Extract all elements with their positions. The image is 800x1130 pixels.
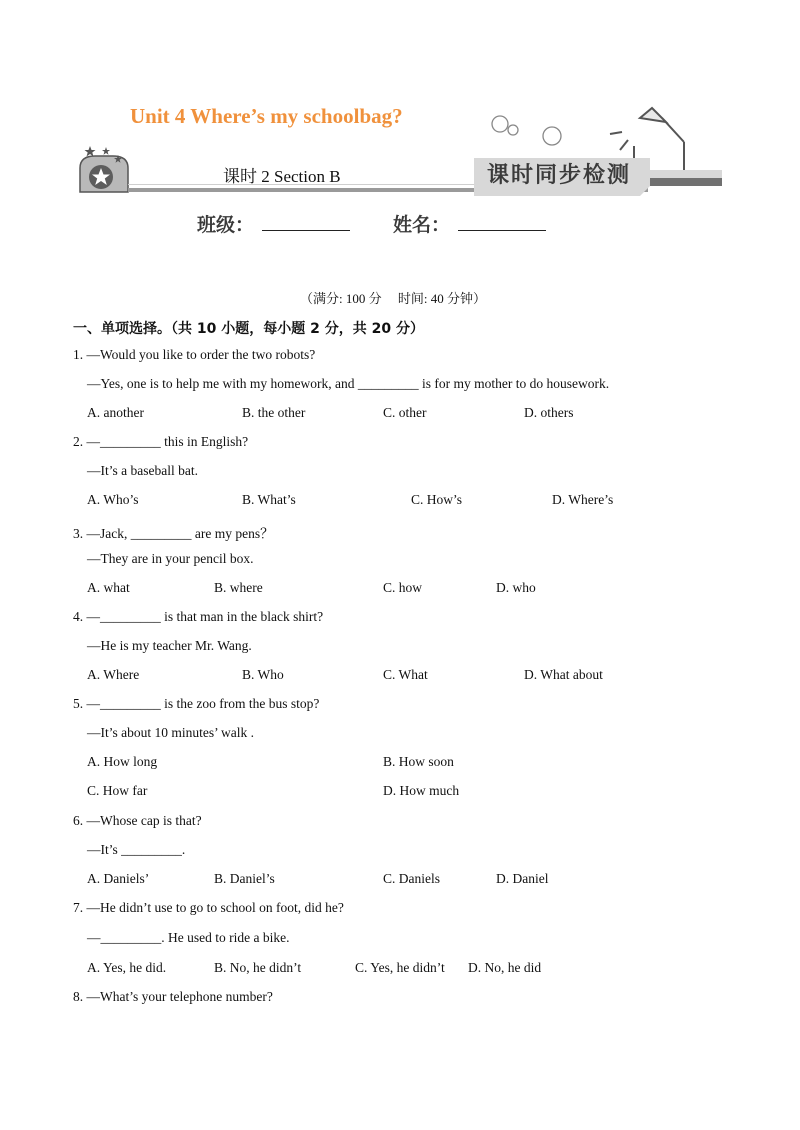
name-blank[interactable] xyxy=(458,212,546,231)
name-label: 姓名： xyxy=(393,214,451,236)
option-2b: B. What’s xyxy=(242,492,296,507)
question-3: 3. —Jack, _________ are my pens？ xyxy=(73,526,274,541)
option-5b: B. How soon xyxy=(383,754,454,769)
option-1b: B. the other xyxy=(242,405,306,420)
star-badge-icon xyxy=(80,146,128,192)
option-4c: C. What xyxy=(383,667,428,682)
answer-3: —They are in your pencil box. xyxy=(87,551,254,566)
option-6b: B. Daniel’s xyxy=(214,871,275,886)
unit-title: Unit 4 Where’s my schoolbag? xyxy=(130,104,403,128)
option-6c: C. Daniels xyxy=(383,871,440,886)
class-label: 班级： xyxy=(197,214,255,236)
option-5a: A. How long xyxy=(87,754,158,769)
option-6d: D. Daniel xyxy=(496,871,549,886)
question-1: 1. —Would you like to order the two robots? xyxy=(73,347,316,362)
answer-1: —Yes, one is to help me with my homework, and _________ is for my mother to do housework. xyxy=(87,376,610,391)
name-field xyxy=(393,210,546,237)
option-5c: C. How far xyxy=(87,783,148,798)
answer-6: —It’s _________. xyxy=(87,842,186,857)
option-7c: C. Yes, he didn’t xyxy=(355,960,445,975)
option-7d: D. No, he did xyxy=(468,960,542,975)
class-field xyxy=(197,210,350,237)
option-2c: C. How’s xyxy=(411,492,463,507)
question-7: 7. —He didn’t use to go to school on foot, did he? xyxy=(73,900,344,915)
option-6a: A. Daniels’ xyxy=(87,871,150,886)
answer-4: —He is my teacher Mr. Wang. xyxy=(87,638,252,653)
option-3c: C. how xyxy=(383,580,423,595)
option-4a: A. Where xyxy=(87,667,140,682)
option-2a: A. Who’s xyxy=(87,492,139,507)
answer-2: —It’s a baseball bat. xyxy=(87,463,198,478)
question-8: 8. —What’s your telephone number? xyxy=(73,989,273,1004)
option-1c: C. other xyxy=(383,405,427,420)
option-4b: B. Who xyxy=(242,667,284,682)
question-6: 6. —Whose cap is that? xyxy=(73,813,202,828)
option-3b: B. where xyxy=(214,580,263,595)
option-7b: B. No, he didn’t xyxy=(214,960,302,975)
score-time-line: （满分: 100 分 时间: 40 分钟） xyxy=(300,291,486,306)
section-title: 一、单项选择。（共 10 小题，每小题 2 分，共 20 分） xyxy=(73,321,424,337)
option-1d: D. others xyxy=(524,405,574,420)
option-1a: A. another xyxy=(87,405,144,420)
brand-label: 课时同步检测 xyxy=(487,163,632,188)
option-5d: D. How much xyxy=(383,783,460,798)
question-4: 4. —_________ is that man in the black shirt? xyxy=(73,609,324,624)
question-2: 2. —_________ this in English? xyxy=(73,434,249,449)
answer-5: —It’s about 10 minutes’ walk . xyxy=(87,725,254,740)
option-7a: A. Yes, he did. xyxy=(87,960,167,975)
option-2d: D. Where’s xyxy=(552,492,614,507)
question-5: 5. —_________ is the zoo from the bus stop? xyxy=(73,696,320,711)
option-4d: D. What about xyxy=(524,667,603,682)
header-decoration xyxy=(0,0,800,200)
lesson-label: 课时 2 Section B xyxy=(223,167,341,186)
option-3a: A. what xyxy=(87,580,130,595)
option-3d: D. who xyxy=(496,580,536,595)
class-blank[interactable] xyxy=(262,212,350,231)
answer-7: —_________. He used to ride a bike. xyxy=(87,930,290,945)
bubbles-icon xyxy=(492,116,561,145)
